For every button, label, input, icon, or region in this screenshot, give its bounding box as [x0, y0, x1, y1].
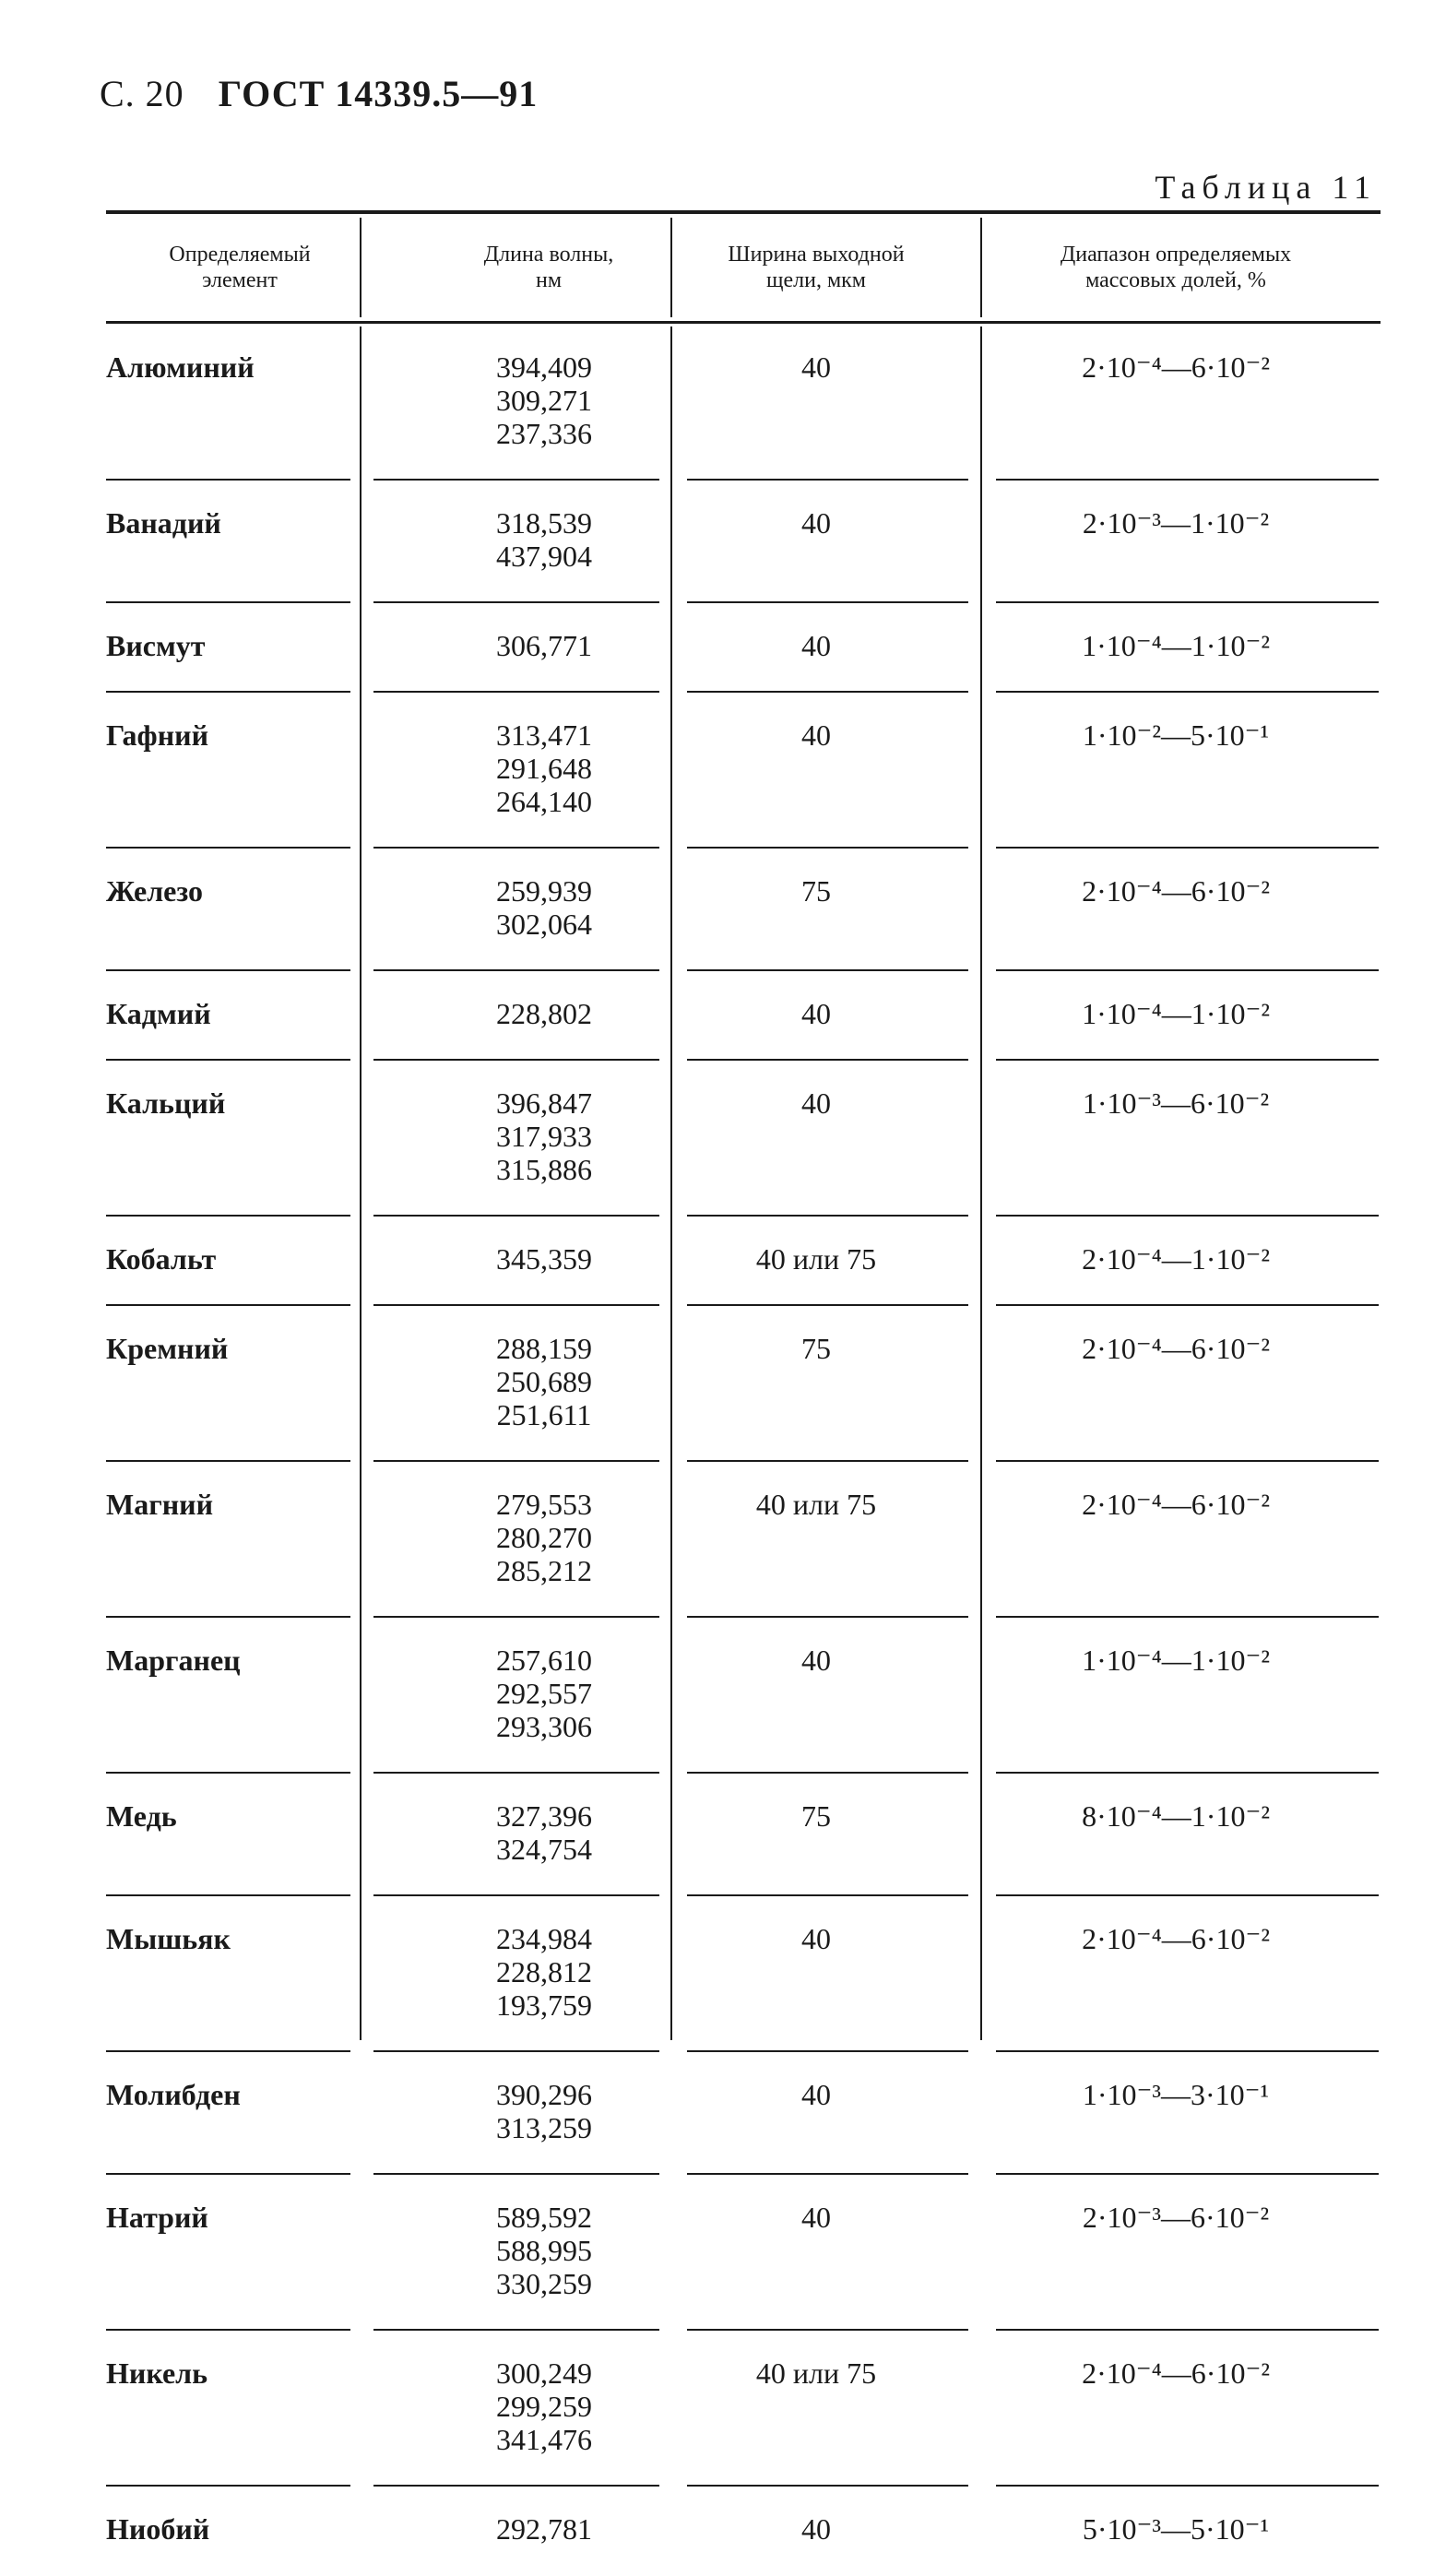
element-name: Натрий — [106, 2201, 208, 2234]
slit-width-value: 40 или 75 — [755, 2356, 877, 2390]
slit-width-value: 40 — [801, 506, 831, 540]
slit-width-value: 40 — [801, 2512, 831, 2546]
range-value: 2·10⁻⁴—6·10⁻² — [1082, 2356, 1270, 2390]
wavelength-values: 279,553 280,270 285,212 — [496, 1488, 592, 1587]
table-header — [106, 214, 1381, 321]
element-name: Железо — [106, 874, 204, 908]
element-name: Кремний — [106, 1332, 229, 1365]
element-name: Ниобий — [106, 2512, 210, 2546]
table-row — [106, 603, 1381, 693]
table-row — [106, 1061, 1381, 1217]
range-value: 1·10⁻⁴—1·10⁻² — [1082, 629, 1270, 662]
standard-number: ГОСТ 14339.5—91 — [218, 73, 539, 114]
column-header-element: Определяемый элемент — [169, 243, 311, 292]
column-divider — [360, 218, 361, 317]
table-row — [106, 971, 1381, 1061]
element-name: Кальций — [106, 1086, 226, 1120]
table-row — [106, 2175, 1381, 2331]
range-value: 2·10⁻³—6·10⁻² — [1082, 2201, 1270, 2234]
header-rule — [106, 321, 1381, 324]
wavelength-values: 259,939 302,064 — [496, 874, 592, 941]
element-name: Никель — [106, 2356, 208, 2390]
range-value: 2·10⁻⁴—1·10⁻² — [1082, 1242, 1270, 1276]
slit-width-value: 40 — [801, 718, 831, 752]
wavelength-values: 345,359 — [496, 1242, 592, 1276]
page-header — [100, 72, 538, 115]
range-value: 8·10⁻⁴—1·10⁻² — [1082, 1799, 1270, 1833]
element-name: Кобальт — [106, 1242, 217, 1276]
wavelength-values: 313,471 291,648 264,140 — [496, 718, 592, 818]
range-value: 5·10⁻³—5·10⁻¹ — [1082, 2512, 1270, 2546]
wavelength-values: 318,539 437,904 — [496, 506, 592, 573]
range-value: 2·10⁻³—1·10⁻² — [1082, 506, 1270, 540]
table-row — [106, 1462, 1381, 1618]
slit-width-value: 40 — [801, 2078, 831, 2111]
range-value: 1·10⁻⁴—1·10⁻² — [1082, 997, 1270, 1030]
element-name: Кадмий — [106, 997, 211, 1030]
range-value: 2·10⁻⁴—6·10⁻² — [1082, 1332, 1270, 1365]
wavelength-values: 288,159 250,689 251,611 — [496, 1332, 592, 1431]
wavelength-values: 300,249 299,259 341,476 — [496, 2356, 592, 2456]
wavelength-values: 394,409 309,271 237,336 — [496, 350, 592, 450]
table-body — [106, 325, 1381, 2576]
wavelength-values: 396,847 317,933 315,886 — [496, 1086, 592, 1186]
range-value: 2·10⁻⁴—6·10⁻² — [1082, 874, 1270, 908]
table-row — [106, 481, 1381, 603]
wavelength-values: 257,610 292,557 293,306 — [496, 1644, 592, 1743]
element-name: Медь — [106, 1799, 177, 1833]
page-number: С. 20 — [100, 73, 184, 114]
slit-width-value: 40 или 75 — [755, 1242, 877, 1276]
wavelength-values: 327,396 324,754 — [496, 1799, 592, 1866]
table-row — [106, 1306, 1381, 1462]
column-header-slit-width: Ширина выходной щели, мкм — [728, 243, 905, 292]
table-caption: Таблица 11 — [1155, 169, 1377, 206]
slit-width-value: 40 — [801, 997, 831, 1030]
range-value: 2·10⁻⁴—6·10⁻² — [1082, 1922, 1270, 1955]
element-name: Висмут — [106, 629, 206, 662]
slit-width-value: 40 или 75 — [755, 1488, 877, 1521]
element-name: Молибден — [106, 2078, 241, 2111]
slit-width-value: 75 — [801, 874, 831, 908]
table-row — [106, 1217, 1381, 1306]
element-name: Ванадий — [106, 506, 221, 540]
wavelength-values: 589,592 588,995 330,259 — [496, 2201, 592, 2300]
range-value: 2·10⁻⁴—6·10⁻² — [1082, 1488, 1270, 1521]
wavelength-values: 390,296 313,259 — [496, 2078, 592, 2144]
wavelength-values: 234,984 228,812 193,759 — [496, 1922, 592, 2022]
slit-width-value: 75 — [801, 1332, 831, 1365]
element-name: Магний — [106, 1488, 214, 1521]
element-name: Мышьяк — [106, 1922, 231, 1955]
table-row — [106, 2052, 1381, 2175]
slit-width-value: 40 — [801, 1644, 831, 1677]
slit-width-value: 40 — [801, 350, 831, 384]
column-divider — [670, 218, 672, 317]
table-row — [106, 1618, 1381, 1774]
element-name: Марганец — [106, 1644, 241, 1677]
table-row — [106, 849, 1381, 971]
slit-width-value: 40 — [801, 2201, 831, 2234]
slit-width-value: 40 — [801, 1086, 831, 1120]
wavelength-values: 306,771 — [496, 629, 592, 662]
slit-width-value: 75 — [801, 1799, 831, 1833]
column-header-range: Диапазон определяемых массовых долей, % — [1060, 243, 1292, 292]
table-row — [106, 325, 1381, 481]
range-value: 1·10⁻⁴—1·10⁻² — [1082, 1644, 1270, 1677]
range-value: 2·10⁻⁴—6·10⁻² — [1082, 350, 1270, 384]
range-value: 1·10⁻³—3·10⁻¹ — [1082, 2078, 1270, 2111]
table-row — [106, 1896, 1381, 2052]
slit-width-value: 40 — [801, 629, 831, 662]
table-row — [106, 1774, 1381, 1896]
table-row — [106, 2487, 1381, 2576]
column-divider — [980, 218, 982, 317]
table-row — [106, 2331, 1381, 2487]
wavelength-values: 228,802 — [496, 997, 592, 1030]
range-value: 1·10⁻²—5·10⁻¹ — [1082, 718, 1270, 752]
slit-width-value: 40 — [801, 1922, 831, 1955]
wavelength-values: 292,781 — [496, 2512, 592, 2546]
table-row — [106, 693, 1381, 849]
element-name: Гафний — [106, 718, 208, 752]
column-header-wavelength: Длина волны, нм — [483, 243, 614, 292]
element-name: Алюминий — [106, 350, 255, 384]
range-value: 1·10⁻³—6·10⁻² — [1082, 1086, 1270, 1120]
